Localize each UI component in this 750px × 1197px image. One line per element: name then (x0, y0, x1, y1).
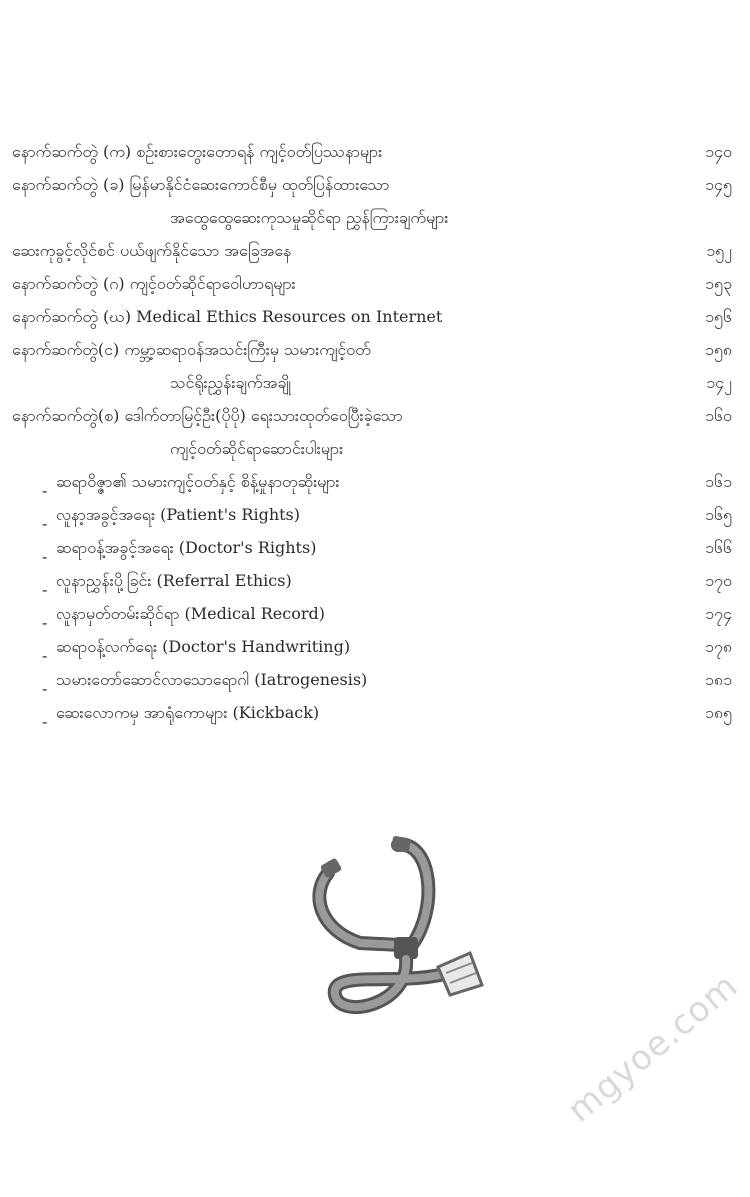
toc-entry (12, 501, 742, 534)
toc-entry-page: ၁၄၂ (706, 373, 732, 392)
bullet-dash: - (42, 646, 48, 665)
toc-entry-page: ၁၇၀ (705, 571, 732, 590)
bullet-dash: - (42, 679, 48, 698)
bullet-dash: - (42, 547, 48, 566)
toc-entry-label: လူနာ့အခွင့်အရေး (Patient's Rights) (56, 505, 300, 524)
toc-entry-label: နောက်ဆက်တွဲ (ဃ) Medical Ethics Resources on Internet (12, 307, 443, 326)
toc-entry (12, 204, 742, 237)
toc-entry (12, 600, 742, 633)
toc-entry (12, 237, 742, 270)
toc-entry (12, 567, 742, 600)
toc-entry-label: ဆရာဝိဇ္ဇာ၏ သမားကျင့်ဝတ်နှင့် စိန့်မှုနာတုဆိုးများ (56, 472, 340, 491)
toc-entry (12, 633, 742, 666)
toc-entry-page: ၁၈၁ (704, 670, 732, 689)
toc-entry-label: ဆေးလောကမှ အာရုံကောများ (Kickback) (56, 703, 320, 722)
toc-entry (12, 402, 742, 435)
toc-entry (12, 336, 742, 369)
toc-entry-label: လူနာမှတ်တမ်းဆိုင်ရာ (Medical Record) (56, 604, 325, 623)
toc-entry (12, 270, 742, 303)
toc-entry (12, 666, 742, 699)
watermark: mgyoe.com (560, 965, 746, 1131)
toc-entry-label: ဆေးကုခွင့်လိုင်စင် ပယ်ဖျက်နိုင်သော အခြေအနေ (12, 241, 292, 260)
toc-entry-label: နောက်ဆက်တွဲ (ခ) မြန်မာနိုင်ငံဆေးကောင်စီမှ ထုတ်ပြန်ထားသော (12, 175, 390, 194)
toc-entry (12, 138, 742, 171)
toc-entry-page: ၁၄၅ (705, 175, 732, 194)
toc-entry-page: ၁၄၀ (705, 142, 732, 161)
toc-entry-label: ဆရာဝန့်အခွင့်အရေး (Doctor's Rights) (56, 538, 317, 557)
toc-entry-label: ကျင့်ဝတ်ဆိုင်ရာဆောင်းပါးများ (170, 439, 344, 458)
toc-entry-page: ၁၈၅ (704, 703, 732, 722)
bullet-dash: - (42, 514, 48, 533)
toc-entry (12, 303, 742, 336)
toc-entry-page: ၁၇၄ (705, 604, 732, 623)
toc-entry-label: နောက်ဆက်တွဲ (က) စဉ်းစားတွေးတောရန် ကျင့်ဝတ်ပြဿနာများ (12, 142, 383, 161)
toc-entry-label: အထွေထွေဆေးကုသမှုဆိုင်ရာ ညွှန်ကြားချက်များ (170, 208, 449, 227)
toc-entry (12, 435, 742, 468)
toc-entry-page: ၁၆၀ (705, 406, 732, 425)
toc-entry-page: ၁၆၁ (705, 472, 732, 491)
toc-entry-page: ၁၆၅ (705, 505, 732, 524)
toc-entry-page: ၁၇၈ (704, 637, 732, 656)
toc-entry-label: နောက်ဆက်တွဲ(င) ကမ္ဘာ့ဆရာဝန်အသင်းကြီးမှ သမားကျင့်ဝတ် (12, 340, 371, 359)
table-of-contents (12, 138, 742, 732)
toc-entry-label: ဆရာဝန့်လက်ရေး (Doctor's Handwriting) (56, 637, 351, 656)
toc-entry (12, 534, 742, 567)
toc-entry-label: သင်ရိုးညွှန်းချက်အချို့ (170, 373, 292, 392)
toc-entry-page: ၁၅၆ (705, 307, 732, 326)
toc-entry (12, 468, 742, 501)
toc-entry-label: နောက်ဆက်တွဲ(စ) ဒေါက်တာမြင့်ဦး(ပိုပို) ရေးသားထုတ်ဝေပြီးခဲ့သော (12, 406, 403, 425)
bullet-dash: - (42, 712, 48, 731)
toc-entry-page: ၁၆၆ (705, 538, 732, 557)
toc-entry-page: ၁၅၂ (706, 241, 732, 260)
toc-entry (12, 369, 742, 402)
bullet-dash: - (42, 580, 48, 599)
bullet-dash: - (42, 481, 48, 500)
stethoscope-icon (300, 835, 500, 1035)
toc-entry-page: ၁၅၈ (704, 340, 732, 359)
toc-entry-label: သမားတော်ဆောင်လာသောရောဂါ (Iatrogenesis) (56, 670, 368, 689)
toc-entry-label: နောက်ဆက်တွဲ (ဂ) ကျင့်ဝတ်ဆိုင်ရာဝေါဟာရများ (12, 274, 296, 293)
toc-entry-page: ၁၅၃ (705, 274, 732, 293)
bullet-dash: - (42, 613, 48, 632)
toc-entry (12, 699, 742, 732)
toc-entry (12, 171, 742, 204)
toc-entry-label: လူနာညွှန်းပို့ခြင်း (Referral Ethics) (56, 571, 292, 590)
